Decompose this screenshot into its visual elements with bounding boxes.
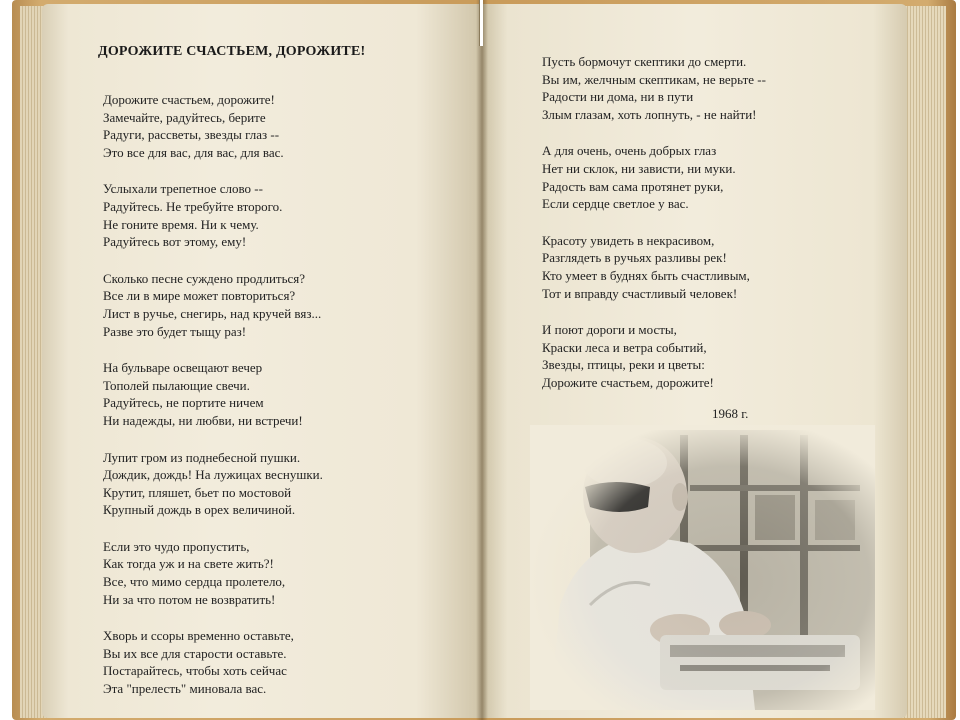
- poem-line: Постарайтесь, чтобы хоть сейчас: [103, 663, 287, 679]
- stanza: [542, 321, 892, 391]
- poem-line: Не гоните время. Ни к чему.: [103, 216, 259, 232]
- poem-line: Если это чудо пропустить,: [103, 538, 250, 554]
- poem-line: Услыхали трепетное слово --: [103, 181, 263, 197]
- poem-line: Вы их все для старости оставьте.: [103, 645, 287, 661]
- poem-line: Красоту увидеть в некрасивом,: [542, 232, 715, 248]
- poem-line: Крутит, пляшет, бьет по мостовой: [103, 484, 292, 500]
- poem-line: Радуги, рассветы, звезды глаз --: [103, 127, 280, 143]
- poem-line: Это все для вас, для вас, для вас.: [103, 144, 284, 160]
- stanza: [542, 53, 892, 123]
- poem-line: Все ли в мире может повториться?: [103, 288, 296, 304]
- stanza: [542, 232, 892, 302]
- poem-line: Сколько песне суждено продлиться?: [103, 270, 306, 286]
- poem-line: Пусть бормочут скептики до смерти.: [542, 54, 747, 69]
- poem-left-column: [103, 91, 463, 717]
- poem-line: Радость вам сама протянет руки,: [542, 178, 724, 194]
- stanza: [103, 359, 463, 429]
- poem-line: Тот и вправду счастливый человек!: [542, 285, 738, 301]
- poem-line: Радуйтесь, не портите ничем: [103, 395, 264, 411]
- stanza: [103, 538, 463, 608]
- poem-line: Эта "прелесть" миновала вас.: [103, 681, 267, 697]
- poem-line: Дорожите счастьем, дорожите!: [103, 92, 275, 107]
- poem-line: Замечайте, радуйтесь, берите: [103, 109, 266, 125]
- poem-line: Разве это будет тыщу раз!: [103, 323, 247, 339]
- stanza: [103, 449, 463, 519]
- page-edges-right: [902, 6, 946, 718]
- poem-line: Тополей пылающие свечи.: [103, 377, 250, 393]
- poem-line: На бульваре освещают вечер: [103, 360, 263, 376]
- poem-line: Краски леса и ветра событий,: [542, 339, 707, 355]
- poem-line: А для очень, очень добрых глаз: [542, 143, 717, 159]
- poem-year: 1968 г.: [712, 406, 749, 421]
- author-photo: [530, 425, 875, 710]
- poem-line: Дорожите счастьем, дорожите!: [542, 374, 714, 390]
- poem-line: Лупит гром из поднебесной пушки.: [103, 449, 301, 465]
- poem-line: Крупный дождь в орех величиной.: [103, 502, 296, 518]
- poem-line: Злым глазам, хоть лопнуть, - не найти!: [542, 106, 757, 122]
- stanza: [103, 91, 463, 161]
- poem-line: Звезды, птицы, реки и цветы:: [542, 357, 705, 373]
- stanza: [103, 627, 463, 697]
- poem-line: Ни надежды, ни любви, ни встречи!: [103, 412, 303, 428]
- poem-line: Хворь и ссоры временно оставьте,: [103, 628, 294, 644]
- poem-line: Если сердце светлое у вас.: [542, 196, 689, 212]
- poem-title: ДОРОЖИТЕ СЧАСТЬЕМ, ДОРОЖИТЕ!: [98, 44, 366, 59]
- poem-line: Лист в ручье, снегирь, над кручей вяз...: [103, 305, 322, 321]
- poem-line: Радуйтесь вот этому, ему!: [103, 234, 247, 250]
- poem-line: Радуйтесь. Не требуйте второго.: [103, 198, 283, 214]
- poem-line: Разглядеть в ручьях разливы рек!: [542, 250, 727, 266]
- stanza: [103, 180, 463, 250]
- poem-line: Нет ни склок, ни зависти, ни муки.: [542, 160, 736, 176]
- poem-line: Кто умеет в буднях быть счастливым,: [542, 267, 750, 283]
- poem-line: Дождик, дождь! На лужицах веснушки.: [103, 467, 323, 483]
- poem-line: И поют дороги и мосты,: [542, 322, 677, 338]
- poem-right-column: [542, 53, 892, 411]
- poem-line: Как тогда уж и на свете жить?!: [103, 556, 274, 572]
- stanza: [542, 142, 892, 212]
- poem-line: Ни за что потом не возвратить!: [103, 591, 276, 607]
- stanza: [103, 270, 463, 340]
- poem-line: Радости ни дома, ни в пути: [542, 89, 694, 105]
- poem-line: Вы им, желчным скептикам, не верьте --: [542, 71, 766, 87]
- poem-line: Все, что мимо сердца пролетело,: [103, 574, 286, 590]
- bookmark-ribbon: [479, 0, 483, 46]
- book-spine: [476, 0, 488, 720]
